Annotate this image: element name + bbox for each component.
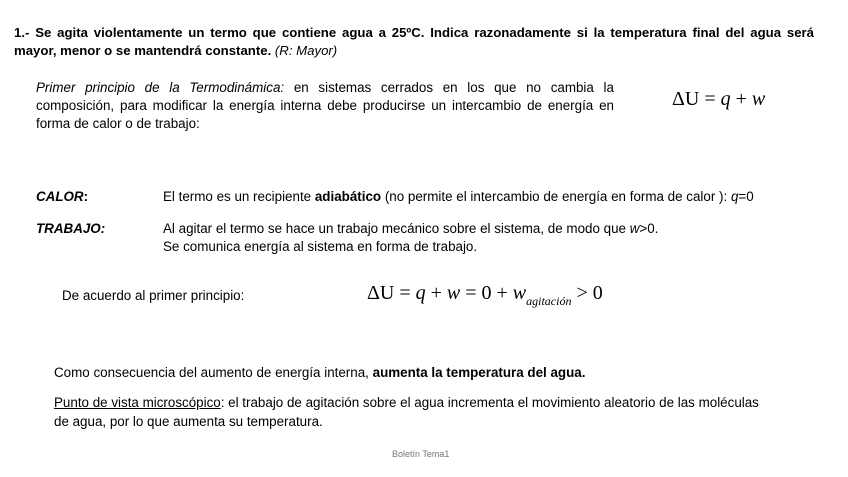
trabajo-cond: >0. xyxy=(639,221,659,236)
formula2-plus: + xyxy=(425,282,447,304)
microscopic-view xyxy=(54,393,774,431)
formula2-eq: = xyxy=(394,282,416,304)
trabajo-label: TRABAJO: xyxy=(36,221,106,236)
question xyxy=(14,24,814,60)
calor-text-before: El termo es un recipiente xyxy=(163,189,312,204)
question-answer: (R: Mayor) xyxy=(274,43,338,58)
principle-text: en sistemas cerrados en los que no cambia la composición, para modificar la energía interna debe producirse un intercambio de energía en forma de calor o de trabajo: xyxy=(36,80,614,131)
footer: Boletín Tema1 xyxy=(392,449,450,459)
calor-value: =0 xyxy=(738,189,754,204)
calor-label-text: CALOR xyxy=(36,189,84,204)
formula-agitation xyxy=(367,282,603,309)
formula1-eq: = xyxy=(699,88,721,110)
formula2-eq2: = 0 + xyxy=(460,282,513,304)
formula1-q: q xyxy=(720,88,731,110)
micro-title: Punto de vista microscópico xyxy=(54,395,221,410)
acuerdo-label: De acuerdo al primer principio: xyxy=(62,288,245,303)
conclusion-bold: aumenta la temperatura del agua. xyxy=(372,365,586,380)
formula2-w2: w xyxy=(512,282,527,304)
micro-text: : el trabajo de agitación sobre el agua incrementa el movimiento aleatorio de las moléculas de agua, por lo que aumenta su temperatura. xyxy=(54,395,759,429)
trabajo-line1-text: Al agitar el termo se hace un trabajo mecánico sobre el sistema, de modo que xyxy=(163,221,626,236)
formula1-lhs: ΔU xyxy=(672,88,700,110)
formula-first-principle xyxy=(672,88,765,111)
conclusion xyxy=(54,364,585,382)
conclusion-text: Como consecuencia del aumento de energía interna, xyxy=(54,365,369,380)
question-text: 1.- Se agita violentamente un termo que contiene agua a 25ºC. Indica razonadamente si la temperatura final del agua será mayor, menor o se mantendrá constante. xyxy=(14,25,814,58)
principle-title: Primer principio de la Termodinámica: xyxy=(36,80,285,95)
calor-var: q xyxy=(730,189,739,204)
calor-label-colon: : xyxy=(83,189,89,204)
trabajo-var: w xyxy=(629,221,640,236)
calor-label xyxy=(36,188,88,206)
formula1-plus: + xyxy=(730,88,752,110)
formula2-lhs: ΔU xyxy=(367,282,395,304)
trabajo-text xyxy=(163,220,833,256)
formula2-w: w xyxy=(446,282,461,304)
formula1-w: w xyxy=(751,88,766,110)
trabajo-line1 xyxy=(163,220,833,238)
formula2-q: q xyxy=(415,282,426,304)
trabajo-line2: Se comunica energía al sistema en forma de trabajo. xyxy=(163,239,478,254)
formula2-gt: > 0 xyxy=(571,282,603,304)
first-principle-paragraph xyxy=(36,79,614,133)
calor-text-after: (no permite el intercambio de energía en forma de calor ): xyxy=(384,189,728,204)
calor-bold: adiabático xyxy=(314,189,382,204)
formula2-subscript: agitación xyxy=(526,294,572,308)
calor-text xyxy=(163,188,833,206)
